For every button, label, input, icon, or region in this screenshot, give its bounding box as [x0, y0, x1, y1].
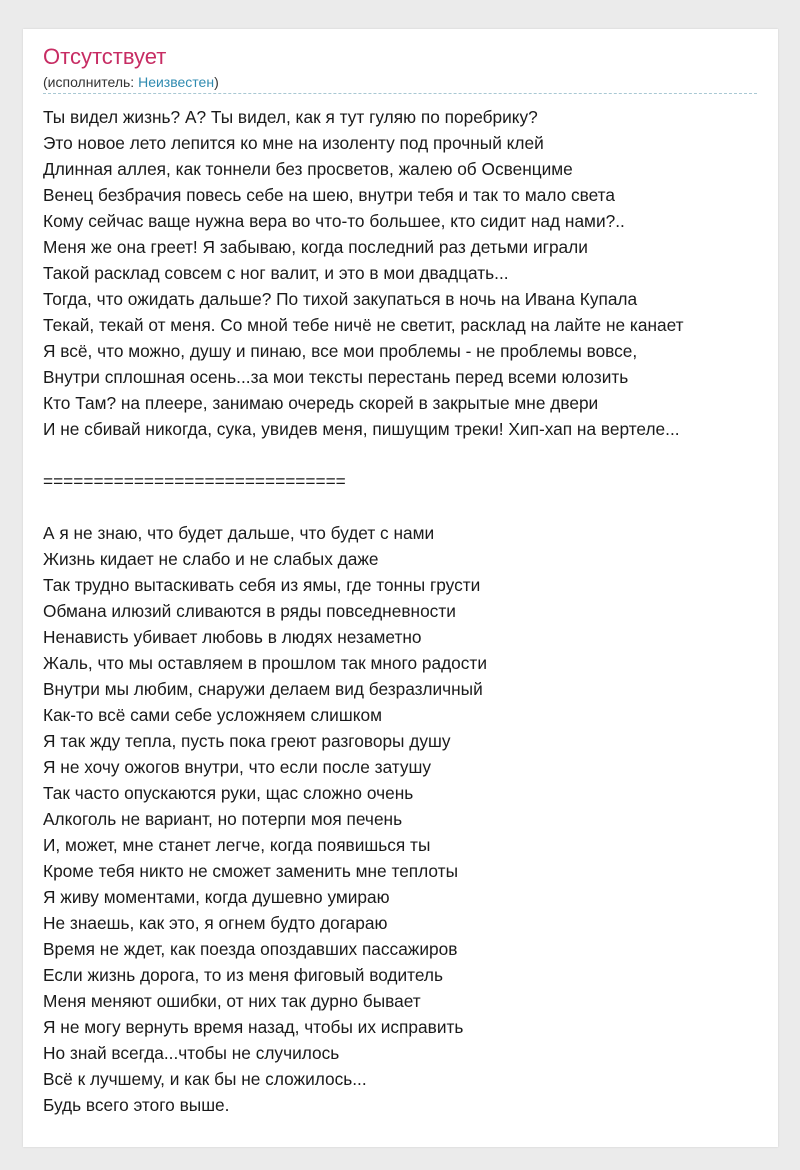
lyric-line: Жаль, что мы оставляем в прошлом так много радости: [43, 653, 487, 673]
artist-meta: [43, 73, 219, 91]
lyric-line: Меня меняют ошибки, от них так дурно бывает: [43, 991, 421, 1011]
lyric-line: Меня же она греет! Я забываю, когда последний раз детьми играли: [43, 237, 588, 257]
lyric-line: Если жизнь дорога, то из меня фиговый водитель: [43, 965, 444, 985]
lyric-line: И, может, мне станет легче, когда появишься ты: [43, 835, 431, 855]
lyric-line: Текай, текай от меня. Со мной тебе ничё не светит, расклад на лайте не канает: [43, 315, 684, 335]
lyric-line: Такой расклад совсем с ног валит, и это в мои двадцать...: [43, 263, 509, 283]
lyric-line: Кому сейчас ваще нужна вера во что-то большее, кто сидит над нами?..: [43, 211, 625, 231]
lyric-line: Будь всего этого выше.: [43, 1095, 230, 1115]
blank-line: [43, 494, 800, 520]
lyric-line: Жизнь кидает не слабо и не слабых даже: [43, 549, 379, 569]
lyric-line: Обмана илюзий сливаются в ряды повседневности: [43, 601, 456, 621]
lyric-line: Я не могу вернуть время назад, чтобы их исправить: [43, 1017, 464, 1037]
lyric-line: Кто Там? на плеере, занимаю очередь скорей в закрытые мне двери: [43, 393, 599, 413]
song-title: Отсутствует: [43, 44, 167, 69]
artist-link[interactable]: Неизвестен: [138, 74, 215, 90]
lyric-line: Тогда, что ожидать дальше? По тихой закупаться в ночь на Ивана Купала: [43, 289, 638, 309]
lyric-line: Я живу моментами, когда душевно умираю: [43, 887, 390, 907]
lyric-line: Но знай всегда...чтобы не случилось: [43, 1043, 340, 1063]
lyric-line: Всё к лучшему, и как бы не сложилось...: [43, 1069, 367, 1089]
artist-meta-prefix: (исполнитель:: [43, 74, 139, 90]
lyric-line: Ты видел жизнь? А? Ты видел, как я тут гуляю по поребрику?: [43, 107, 538, 127]
lyric-line: Ненависть убивает любовь в людях незаметно: [43, 627, 422, 647]
lyric-line: Не знаешь, как это, я огнем будто догараю: [43, 913, 388, 933]
lyric-line: Кроме тебя никто не сможет заменить мне теплоты: [43, 861, 459, 881]
lyric-line: Внутри мы любим, снаружи делаем вид безразличный: [43, 679, 483, 699]
lyric-line: Алкоголь не вариант, но потерпи моя печень: [43, 809, 403, 829]
dashed-divider: [43, 93, 757, 94]
lyrics-text: [43, 104, 800, 1118]
lyric-line: Как-то всё сами себе усложняем слишком: [43, 705, 382, 725]
lyric-line: А я не знаю, что будет дальше, что будет с нами: [43, 523, 435, 543]
lyric-line: Так часто опускаются руки, щас сложно очень: [43, 783, 414, 803]
lyric-line: Так трудно вытаскивать себя из ямы, где тонны грусти: [43, 575, 481, 595]
lyric-line: Я не хочу ожогов внутри, что если после затушу: [43, 757, 432, 777]
lyric-line: И не сбивай никогда, сука, увидев меня, пишущим треки! Хип-хап на вертеле...: [43, 419, 680, 439]
lyric-line: Это новое лето лепится ко мне на изоленту под прочный клей: [43, 133, 544, 153]
lyric-line: Венец безбрачия повесь себе на шею, внутри тебя и так то мало света: [43, 185, 616, 205]
lyric-line: Я так жду тепла, пусть пока греют разговоры душу: [43, 731, 451, 751]
lyric-line: Длинная аллея, как тоннели без просветов, жалею об Освенциме: [43, 159, 573, 179]
blank-line: [43, 442, 800, 468]
lyric-line: Внутри сплошная осень...за мои тексты перестань перед всеми юлозить: [43, 367, 629, 387]
artist-meta-suffix: ): [214, 74, 219, 90]
lyric-line: ==============================: [43, 471, 346, 491]
lyric-line: Время не ждет, как поезда опоздавших пассажиров: [43, 939, 458, 959]
lyric-line: Я всё, что можно, душу и пинаю, все мои проблемы - не проблемы вовсе,: [43, 341, 638, 361]
